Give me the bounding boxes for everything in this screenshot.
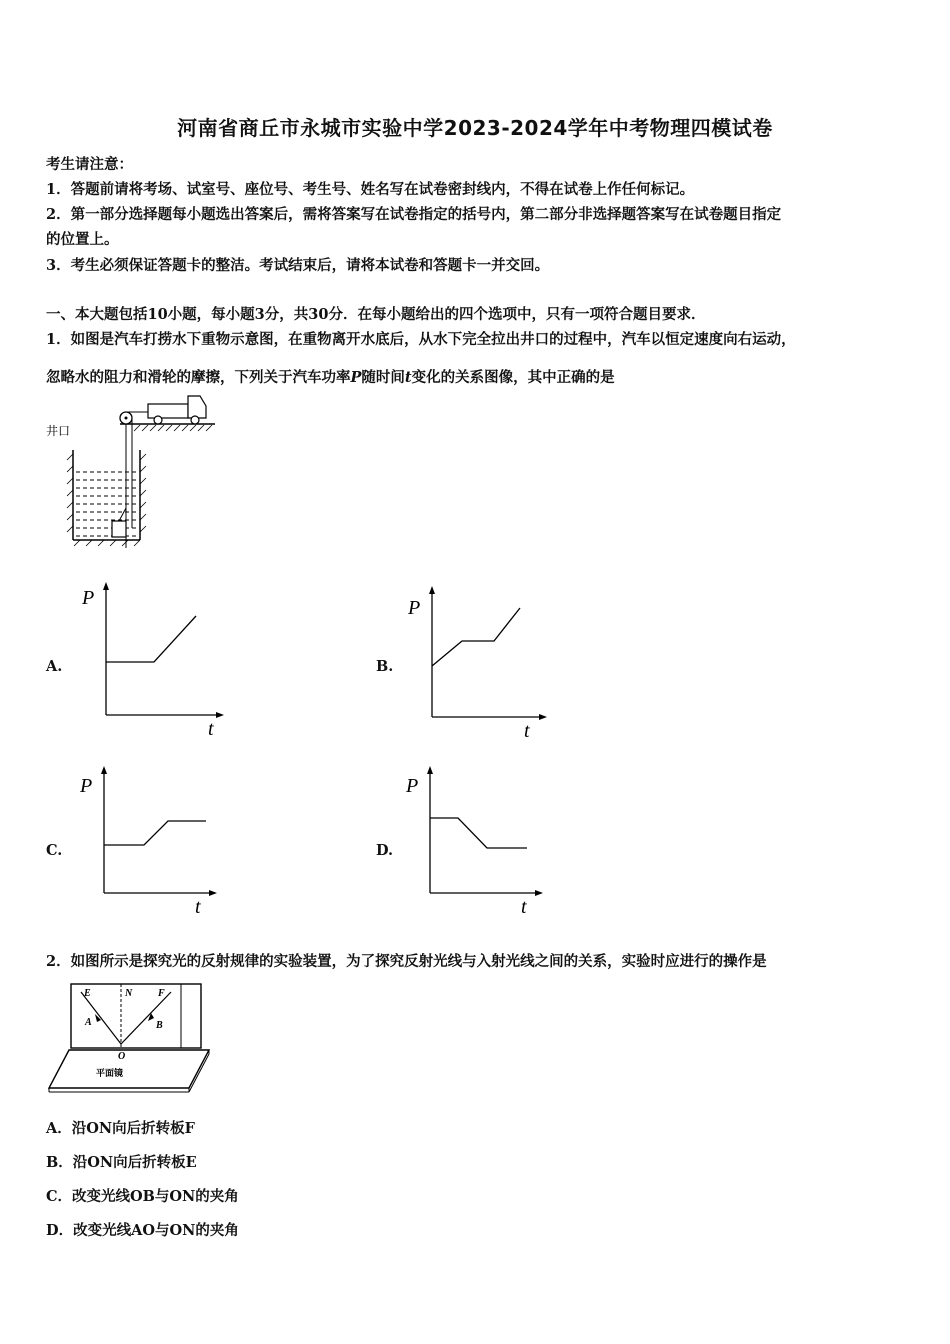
mirror-label: 平面镜 bbox=[96, 1068, 124, 1078]
board-e-label: E bbox=[84, 988, 91, 999]
notice-item-3: 3．考生必须保证答题卡的整洁。考试结束后，请将本试卷和答题卡一并交回。 bbox=[46, 257, 550, 274]
y-axis-label: P bbox=[408, 597, 421, 619]
q2-choice-a[interactable]: A．沿ON向后折转板F bbox=[46, 1120, 195, 1137]
reflection-apparatus-figure bbox=[44, 980, 219, 1100]
option-a-graph bbox=[76, 580, 226, 740]
option-a-label[interactable]: A. bbox=[46, 658, 63, 675]
option-d-label[interactable]: D. bbox=[376, 842, 394, 859]
option-b-label[interactable]: B. bbox=[376, 658, 394, 675]
normal-n-label: N bbox=[125, 988, 133, 999]
ray-b-label: B bbox=[156, 1020, 163, 1031]
q2-choice-c[interactable]: C．改变光线OB与ON的夹角 bbox=[46, 1188, 239, 1205]
x-axis-label: t bbox=[524, 720, 530, 740]
point-o-label: O bbox=[118, 1051, 126, 1062]
option-d-graph bbox=[400, 760, 550, 920]
y-axis-label: P bbox=[80, 775, 93, 797]
board-f-label: F bbox=[158, 988, 165, 999]
section-heading: 一、本大题包括10小题，每小题3分，共30分．在每小题给出的四个选项中，只有一项符合题目要求． bbox=[46, 306, 706, 323]
q2-choice-d[interactable]: D．改变光线AO与ON的夹角 bbox=[46, 1222, 239, 1239]
salvage-truck-figure bbox=[40, 388, 230, 553]
y-axis-label: P bbox=[82, 587, 95, 609]
notice-item-2: 2．第一部分选择题每小题选出答案后，需将答案写在试卷指定的括号内，第二部分非选择题答案写在试卷题目指定 bbox=[46, 206, 782, 223]
option-b-graph bbox=[402, 580, 552, 740]
question-1-line-2: 忽略水的阻力和滑轮的摩擦，下列关于汽车功率P随时间t变化的关系图像，其中正确的是 bbox=[46, 369, 615, 386]
question-1-line-1: 1．如图是汽车打捞水下重物示意图，在重物离开水底后，从水下完全拉出井口的过程中，汽车以恒定速度向右运动， bbox=[46, 331, 796, 348]
x-axis-label: t bbox=[208, 718, 214, 740]
x-axis-label: t bbox=[521, 896, 527, 918]
notice-heading: 考生请注意： bbox=[46, 156, 133, 173]
option-c-label[interactable]: C. bbox=[46, 842, 63, 859]
x-axis-label: t bbox=[195, 896, 201, 918]
notice-item-1: 1．答题前请将考场、试室号、座位号、考生号、姓名写在试卷密封线内，不得在试卷上作任何标记。 bbox=[46, 181, 695, 198]
question-2-text: 2．如图所示是探究光的反射规律的实验装置，为了探究反射光线与入射光线之间的关系，实验时应进行的操作是 bbox=[46, 953, 767, 970]
y-axis-label: P bbox=[406, 775, 419, 797]
notice-item-2-cont: 的位置上。 bbox=[46, 231, 119, 248]
ray-a-label: A bbox=[85, 1017, 92, 1028]
q2-choice-b[interactable]: B．沿ON向后折转板E bbox=[46, 1154, 197, 1171]
well-mouth-label: 井口 bbox=[46, 424, 71, 438]
page-title: 河南省商丘市永城市实验中学2023-2024学年中考物理四模试卷 bbox=[177, 116, 773, 140]
option-c-graph bbox=[74, 760, 224, 920]
